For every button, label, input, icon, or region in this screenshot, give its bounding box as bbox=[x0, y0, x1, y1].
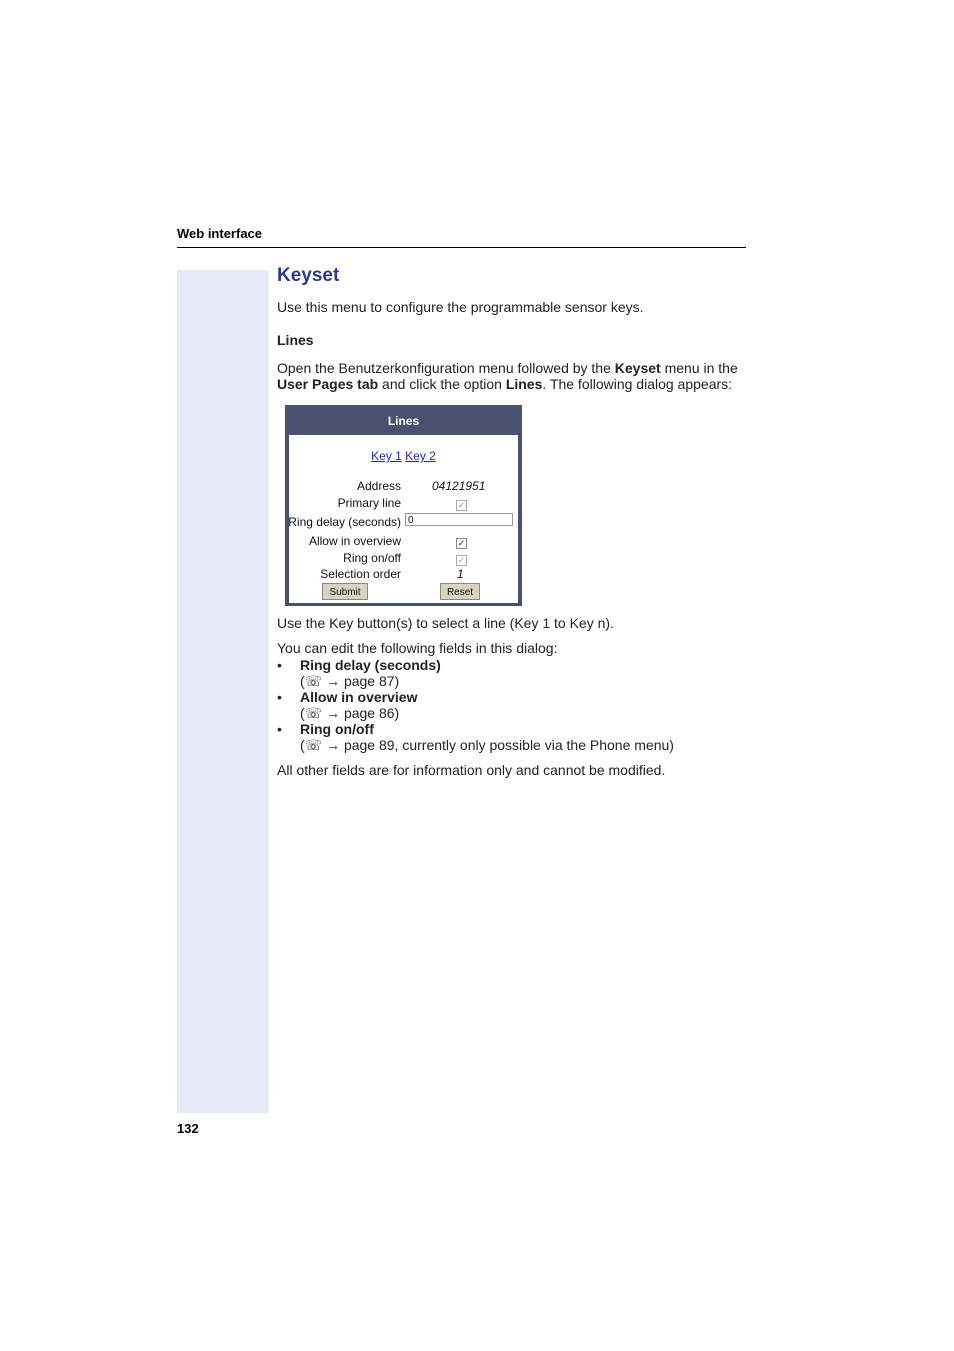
dialog-title: Lines bbox=[387, 414, 420, 428]
edit-intro: You can edit the following fields in this dialog: bbox=[277, 640, 558, 656]
primary-line-label: Primary line bbox=[337, 496, 401, 510]
open-text-1: Open the Benutzerkonfiguration menu followed by the bbox=[277, 360, 615, 376]
primary-line-checkbox bbox=[456, 497, 467, 511]
open-bold-user-pages: User Pages tab bbox=[277, 376, 379, 392]
list-item-name: Allow in overview bbox=[300, 689, 418, 705]
open-bold-keyset: Keyset bbox=[614, 360, 661, 376]
ring-on-off-checkbox bbox=[456, 552, 467, 566]
key2-link[interactable]: Key 2 bbox=[405, 449, 436, 463]
dialog-body bbox=[289, 435, 518, 603]
open-text-2: menu in the bbox=[660, 360, 738, 376]
list-item-ref: (☏ → page 89, currently only possible via the Phone menu) bbox=[300, 737, 674, 753]
page-number: 132 bbox=[177, 1121, 199, 1136]
address-value: 04121951 bbox=[432, 479, 486, 493]
bullet-dot: • bbox=[277, 689, 282, 705]
list-item-name: Ring on/off bbox=[300, 721, 374, 737]
address-label: Address bbox=[356, 479, 401, 493]
submit-button[interactable]: Submit bbox=[322, 583, 368, 600]
open-bold-lines: Lines bbox=[505, 376, 543, 392]
footer-note: All other fields are for information only and cannot be modified. bbox=[277, 762, 666, 778]
ring-delay-input[interactable]: 0 bbox=[405, 513, 513, 526]
check-icon: ✓ bbox=[457, 538, 466, 548]
key1-link[interactable]: Key 1 bbox=[371, 449, 402, 463]
intro-text: Use this menu to configure the programmable sensor keys. bbox=[277, 299, 644, 315]
list-item bbox=[277, 657, 747, 689]
allow-overview-label: Allow in overview bbox=[308, 534, 401, 548]
key-links bbox=[289, 449, 518, 463]
list-item bbox=[277, 721, 747, 753]
field-list bbox=[277, 657, 747, 753]
header-rule bbox=[177, 247, 746, 248]
ring-delay-label: Ring delay (seconds) bbox=[288, 515, 401, 529]
lines-dialog bbox=[285, 405, 522, 606]
subheading-lines: Lines bbox=[277, 332, 314, 348]
bullet-dot: • bbox=[277, 721, 282, 737]
open-text-4: . The following dialog appears: bbox=[542, 376, 733, 392]
allow-overview-checkbox[interactable] bbox=[456, 535, 467, 549]
key-hint: Use the Key button(s) to select a line (Key 1 to Key n). bbox=[277, 615, 614, 631]
ring-on-off-label: Ring on/off bbox=[343, 551, 401, 565]
running-header: Web interface bbox=[177, 226, 263, 241]
section-title: Keyset bbox=[277, 265, 340, 286]
selection-order-label: Selection order bbox=[320, 567, 401, 581]
open-instructions bbox=[277, 360, 747, 392]
list-item bbox=[277, 689, 747, 721]
open-text-3: and click the option bbox=[378, 376, 506, 392]
list-item-ref: (☏ → page 87) bbox=[300, 673, 400, 689]
bullet-dot: • bbox=[277, 657, 282, 673]
check-icon: ✓ bbox=[457, 500, 466, 510]
list-item-name: Ring delay (seconds) bbox=[300, 657, 441, 673]
check-icon: ✓ bbox=[457, 555, 466, 565]
selection-order-value: 1 bbox=[457, 567, 464, 581]
reset-button[interactable]: Reset bbox=[440, 583, 480, 600]
list-item-ref: (☏ → page 86) bbox=[300, 705, 400, 721]
margin-sidebar bbox=[177, 270, 269, 1113]
